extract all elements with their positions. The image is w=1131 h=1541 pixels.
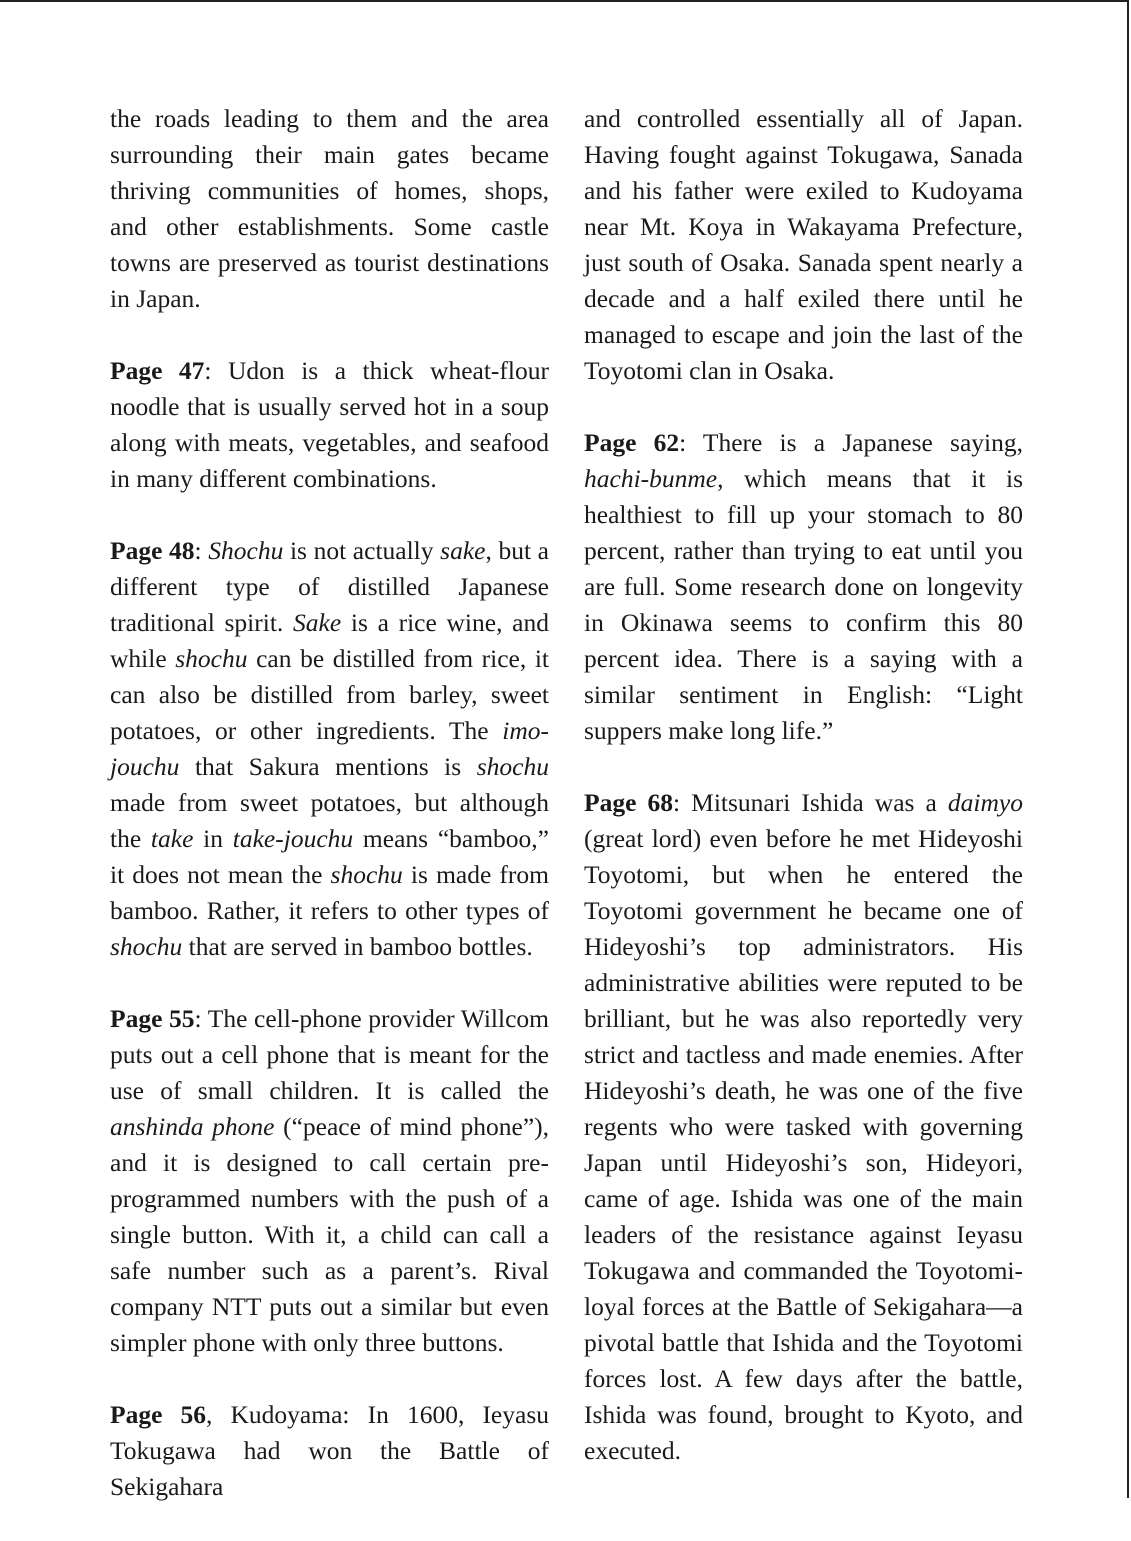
note-text: that are served in bamboo bottles. [182, 932, 533, 961]
note-page-47 [110, 353, 549, 497]
continued-paragraph [110, 101, 549, 317]
note-label: Page 47 [110, 356, 205, 385]
note-text: , Kudoyama: In 1600, Ieyasu Tokugawa had won the Battle of Sekigahara [110, 1400, 549, 1501]
italic-term: anshinda phone [110, 1112, 275, 1141]
right-column [584, 101, 1023, 1505]
italic-term: take-jouchu [232, 824, 354, 853]
note-page-55 [110, 1001, 549, 1361]
note-text: , but a different type of distilled Japanese traditional spirit. [110, 536, 549, 637]
italic-term: shochu [476, 752, 549, 781]
note-text: : The cell-phone provider Willcom puts out a cell phone that is meant for the use of small children. It is called the [110, 1004, 549, 1105]
italic-term: sake [440, 536, 486, 565]
note-text: is made from bamboo. Rather, it refers to other types of [110, 860, 549, 925]
note-label: Page 56 [110, 1400, 207, 1429]
note-text: that Sakura mentions is [179, 752, 477, 781]
note-text: made from sweet potatoes, but although the [110, 788, 549, 853]
note-label: Page 48 [110, 536, 195, 565]
note-text: in [193, 824, 233, 853]
note-text: : [194, 536, 209, 565]
italic-term: imo-jouchu [110, 716, 549, 781]
italic-term: shochu [110, 932, 183, 961]
note-text: can be distilled from rice, it can also be distilled from barley, sweet potatoes, or other ingredients. The [110, 644, 549, 745]
note-label: Page 55 [110, 1004, 195, 1033]
italic-term: shochu [175, 644, 248, 673]
left-column [110, 101, 549, 1541]
note-text: : Udon is a thick wheat-flour noodle that is usually served hot in a soup along with meats, vegetables, and seafood in many different combinations. [110, 356, 549, 493]
note-text: is not actually [283, 536, 441, 565]
italic-term: Sake [293, 608, 342, 637]
note-page-68 [584, 785, 1023, 1469]
italic-term: daimyo [947, 788, 1023, 817]
note-text: , which means that it is healthiest to fill up your stomach to 80 percent, rather than trying to eat until you are full. Some research done on longevity in Okinawa seems to confirm this 80 percent idea. There is a saying with a similar sentiment in English: “Light suppers make long life.” [584, 464, 1023, 745]
note-text: : Mitsunari Ishida was a [672, 788, 948, 817]
note-text: : There is a Japanese saying, [679, 428, 1023, 457]
note-page-56-continued [584, 101, 1023, 389]
note-text: is a rice wine, and while [110, 608, 549, 673]
italic-term: Shochu [208, 536, 284, 565]
note-page-62 [584, 425, 1023, 749]
italic-term: take [150, 824, 194, 853]
note-page-56 [110, 1397, 549, 1505]
note-text: and controlled essentially all of Japan. Having fought against Tokugawa, Sanada and his father were exiled to Kudoyama near Mt. Koya in Wakayama Prefecture, just south of Osaka. Sanada spent nearly a decade and a half exiled there until he managed to escape and join the last of the Toyotomi clan in Osaka. [584, 104, 1023, 385]
paragraph-text: the roads leading to them and the area surrounding their main gates became thriving communities of homes, shops, and other establishments. Some castle towns are preserved as tourist destinations in Japan. [110, 104, 549, 313]
note-label: Page 68 [584, 788, 673, 817]
italic-term: hachi-bunme [584, 464, 718, 493]
note-text: means “bamboo,” it does not mean the [110, 824, 549, 889]
note-text: (“peace of mind phone”), and it is designed to call certain pre-programmed numbers with the push of a single button. With it, a child can call a safe number such as a parent’s. Rival company NTT puts out a similar but even simpler phone with only three buttons. [110, 1112, 550, 1357]
note-label: Page 62 [584, 428, 680, 457]
note-page-48 [110, 533, 549, 965]
note-text: (great lord) even before he met Hideyoshi Toyotomi, but when he entered the Toyotomi government he became one of Hideyoshi’s top administrators. His administrative abilities were reputed to be brilliant, but he was also reportedly very strict and tactless and made enemies. After Hideyoshi’s death, he was one of the five regents who were tasked with governing Japan until Hideyoshi’s son, Hideyori, came of age. Ishida was one of the main leaders of the resistance against Ieyasu Tokugawa and commanded the Toyotomi-loyal forces at the Battle of Sekigahara—a pivotal battle that Ishida and the Toyotomi forces lost. A few days after the battle, Ishida was found, brought to Kyoto, and executed. [584, 824, 1023, 1465]
italic-term: shochu [330, 860, 403, 889]
